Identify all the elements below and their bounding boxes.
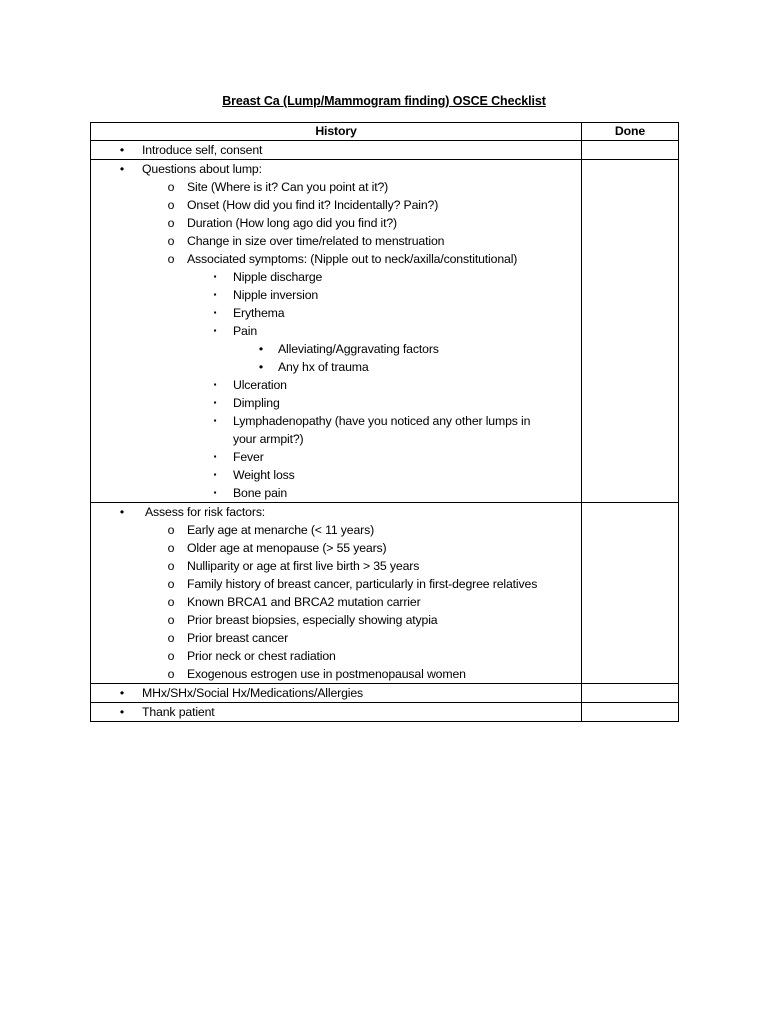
sub-item bbox=[91, 539, 581, 557]
bullet-icon: • bbox=[258, 342, 264, 356]
bullet-icon: • bbox=[119, 143, 125, 157]
history-cell bbox=[91, 141, 582, 160]
history-cell bbox=[91, 160, 582, 503]
symptom-item bbox=[91, 376, 581, 394]
circle-bullet-icon: o bbox=[167, 667, 175, 681]
table-header-row bbox=[91, 123, 679, 141]
history-column-header: History bbox=[91, 123, 582, 141]
symptom-text: Bone pain bbox=[233, 486, 288, 500]
done-cell[interactable] bbox=[582, 503, 679, 684]
symptom-item bbox=[91, 322, 581, 340]
sub-item bbox=[91, 665, 581, 683]
checklist-item bbox=[91, 703, 581, 721]
sub-item-text: Site (Where is it? Can you point at it?) bbox=[187, 180, 389, 194]
checklist-table bbox=[90, 122, 679, 722]
done-cell[interactable] bbox=[582, 160, 679, 503]
symptom-text: Fever bbox=[233, 450, 264, 464]
checklist-item bbox=[91, 684, 581, 702]
sub-item-text: Prior neck or chest radiation bbox=[187, 649, 336, 663]
done-cell[interactable] bbox=[582, 141, 679, 160]
square-bullet-icon: ▪ bbox=[213, 326, 217, 335]
symptom-text: Nipple inversion bbox=[233, 288, 319, 302]
sub-item bbox=[91, 214, 581, 232]
circle-bullet-icon: o bbox=[167, 631, 175, 645]
symptom-item bbox=[91, 268, 581, 286]
checklist-row-lump-questions bbox=[91, 160, 679, 503]
sub-item-text: Family history of breast cancer, particularly in first-degree relatives bbox=[187, 577, 538, 591]
symptom-text: Weight loss bbox=[233, 468, 295, 482]
sub-item-text: Prior breast cancer bbox=[187, 631, 289, 645]
symptom-text: Pain bbox=[233, 324, 258, 338]
square-bullet-icon: ▪ bbox=[213, 470, 217, 479]
square-bullet-icon: ▪ bbox=[213, 272, 217, 281]
checklist-item bbox=[91, 503, 581, 521]
circle-bullet-icon: o bbox=[167, 180, 175, 194]
sub-item-text: Onset (How did you find it? Incidentally? Pain?) bbox=[187, 198, 439, 212]
checklist-item bbox=[91, 160, 581, 178]
sub-item bbox=[91, 647, 581, 665]
item-text: Introduce self, consent bbox=[142, 143, 263, 157]
symptom-text: Nipple discharge bbox=[233, 270, 323, 284]
sub-item-text: Older age at menopause (> 55 years) bbox=[187, 541, 387, 555]
sub-item-text: Prior breast biopsies, especially showing atypia bbox=[187, 613, 438, 627]
square-bullet-icon: ▪ bbox=[213, 398, 217, 407]
sub-item bbox=[91, 557, 581, 575]
checklist-row-history bbox=[91, 684, 679, 703]
done-column-header: Done bbox=[582, 123, 679, 141]
sub-item-text: Early age at menarche (< 11 years) bbox=[187, 523, 375, 537]
item-text: Questions about lump: bbox=[142, 162, 262, 176]
square-bullet-icon: ▪ bbox=[213, 380, 217, 389]
sub-item-text: Associated symptoms: (Nipple out to neck/axilla/constitutional) bbox=[187, 252, 518, 266]
square-bullet-icon: ▪ bbox=[213, 452, 217, 461]
bullet-icon: • bbox=[119, 705, 125, 719]
symptom-text: Erythema bbox=[233, 306, 285, 320]
pain-sub-text: Any hx of trauma bbox=[278, 360, 369, 374]
sub-item-text: Nulliparity or age at first live birth > 35 years bbox=[187, 559, 420, 573]
sub-item bbox=[91, 196, 581, 214]
checklist-row-introduce bbox=[91, 141, 679, 160]
sub-item bbox=[91, 521, 581, 539]
checklist-item bbox=[91, 141, 581, 159]
symptom-text: Lymphadenopathy (have you noticed any other lumps in bbox=[233, 414, 531, 428]
bullet-icon: • bbox=[119, 505, 125, 519]
checklist-row-risk-factors bbox=[91, 503, 679, 684]
sub-item bbox=[91, 178, 581, 196]
sub-item-text: Duration (How long ago did you find it?) bbox=[187, 216, 398, 230]
history-cell bbox=[91, 503, 582, 684]
sub-item bbox=[91, 250, 581, 268]
bullet-icon: • bbox=[119, 162, 125, 176]
square-bullet-icon: ▪ bbox=[213, 488, 217, 497]
square-bullet-icon: ▪ bbox=[213, 308, 217, 317]
circle-bullet-icon: o bbox=[167, 252, 175, 266]
pain-sub-item bbox=[91, 358, 581, 376]
checklist-row-thank bbox=[91, 703, 679, 722]
symptom-text: Dimpling bbox=[233, 396, 280, 410]
done-cell[interactable] bbox=[582, 703, 679, 722]
symptom-item bbox=[91, 448, 581, 466]
circle-bullet-icon: o bbox=[167, 649, 175, 663]
done-cell[interactable] bbox=[582, 684, 679, 703]
sub-item-text: Exogenous estrogen use in postmenopausal women bbox=[187, 667, 466, 681]
sub-item bbox=[91, 575, 581, 593]
symptom-item bbox=[91, 304, 581, 322]
symptom-item bbox=[91, 412, 581, 430]
symptom-item bbox=[91, 394, 581, 412]
circle-bullet-icon: o bbox=[167, 577, 175, 591]
symptom-item-continued bbox=[91, 430, 581, 448]
item-text: Thank patient bbox=[142, 705, 215, 719]
bullet-icon: • bbox=[119, 686, 125, 700]
symptom-text: Ulceration bbox=[233, 378, 287, 392]
sub-item bbox=[91, 629, 581, 647]
square-bullet-icon: ▪ bbox=[213, 416, 217, 425]
circle-bullet-icon: o bbox=[167, 613, 175, 627]
pain-sub-item bbox=[91, 340, 581, 358]
sub-item-text: Change in size over time/related to menstruation bbox=[187, 234, 445, 248]
circle-bullet-icon: o bbox=[167, 541, 175, 555]
circle-bullet-icon: o bbox=[167, 523, 175, 537]
history-cell bbox=[91, 703, 582, 722]
circle-bullet-icon: o bbox=[167, 559, 175, 573]
bullet-icon: • bbox=[258, 360, 264, 374]
history-cell bbox=[91, 684, 582, 703]
sub-item bbox=[91, 593, 581, 611]
sub-item-text: Known BRCA1 and BRCA2 mutation carrier bbox=[187, 595, 421, 609]
circle-bullet-icon: o bbox=[167, 216, 175, 230]
circle-bullet-icon: o bbox=[167, 234, 175, 248]
document-title: Breast Ca (Lump/Mammogram finding) OSCE Checklist bbox=[222, 94, 546, 108]
symptom-item bbox=[91, 484, 581, 502]
circle-bullet-icon: o bbox=[167, 595, 175, 609]
sub-item bbox=[91, 232, 581, 250]
pain-sub-text: Alleviating/Aggravating factors bbox=[278, 342, 439, 356]
circle-bullet-icon: o bbox=[167, 198, 175, 212]
sub-item bbox=[91, 611, 581, 629]
item-text: MHx/SHx/Social Hx/Medications/Allergies bbox=[142, 686, 364, 700]
symptom-text: your armpit?) bbox=[233, 432, 304, 446]
symptom-item bbox=[91, 286, 581, 304]
square-bullet-icon: ▪ bbox=[213, 290, 217, 299]
symptom-item bbox=[91, 466, 581, 484]
item-text: Assess for risk factors: bbox=[145, 505, 266, 519]
